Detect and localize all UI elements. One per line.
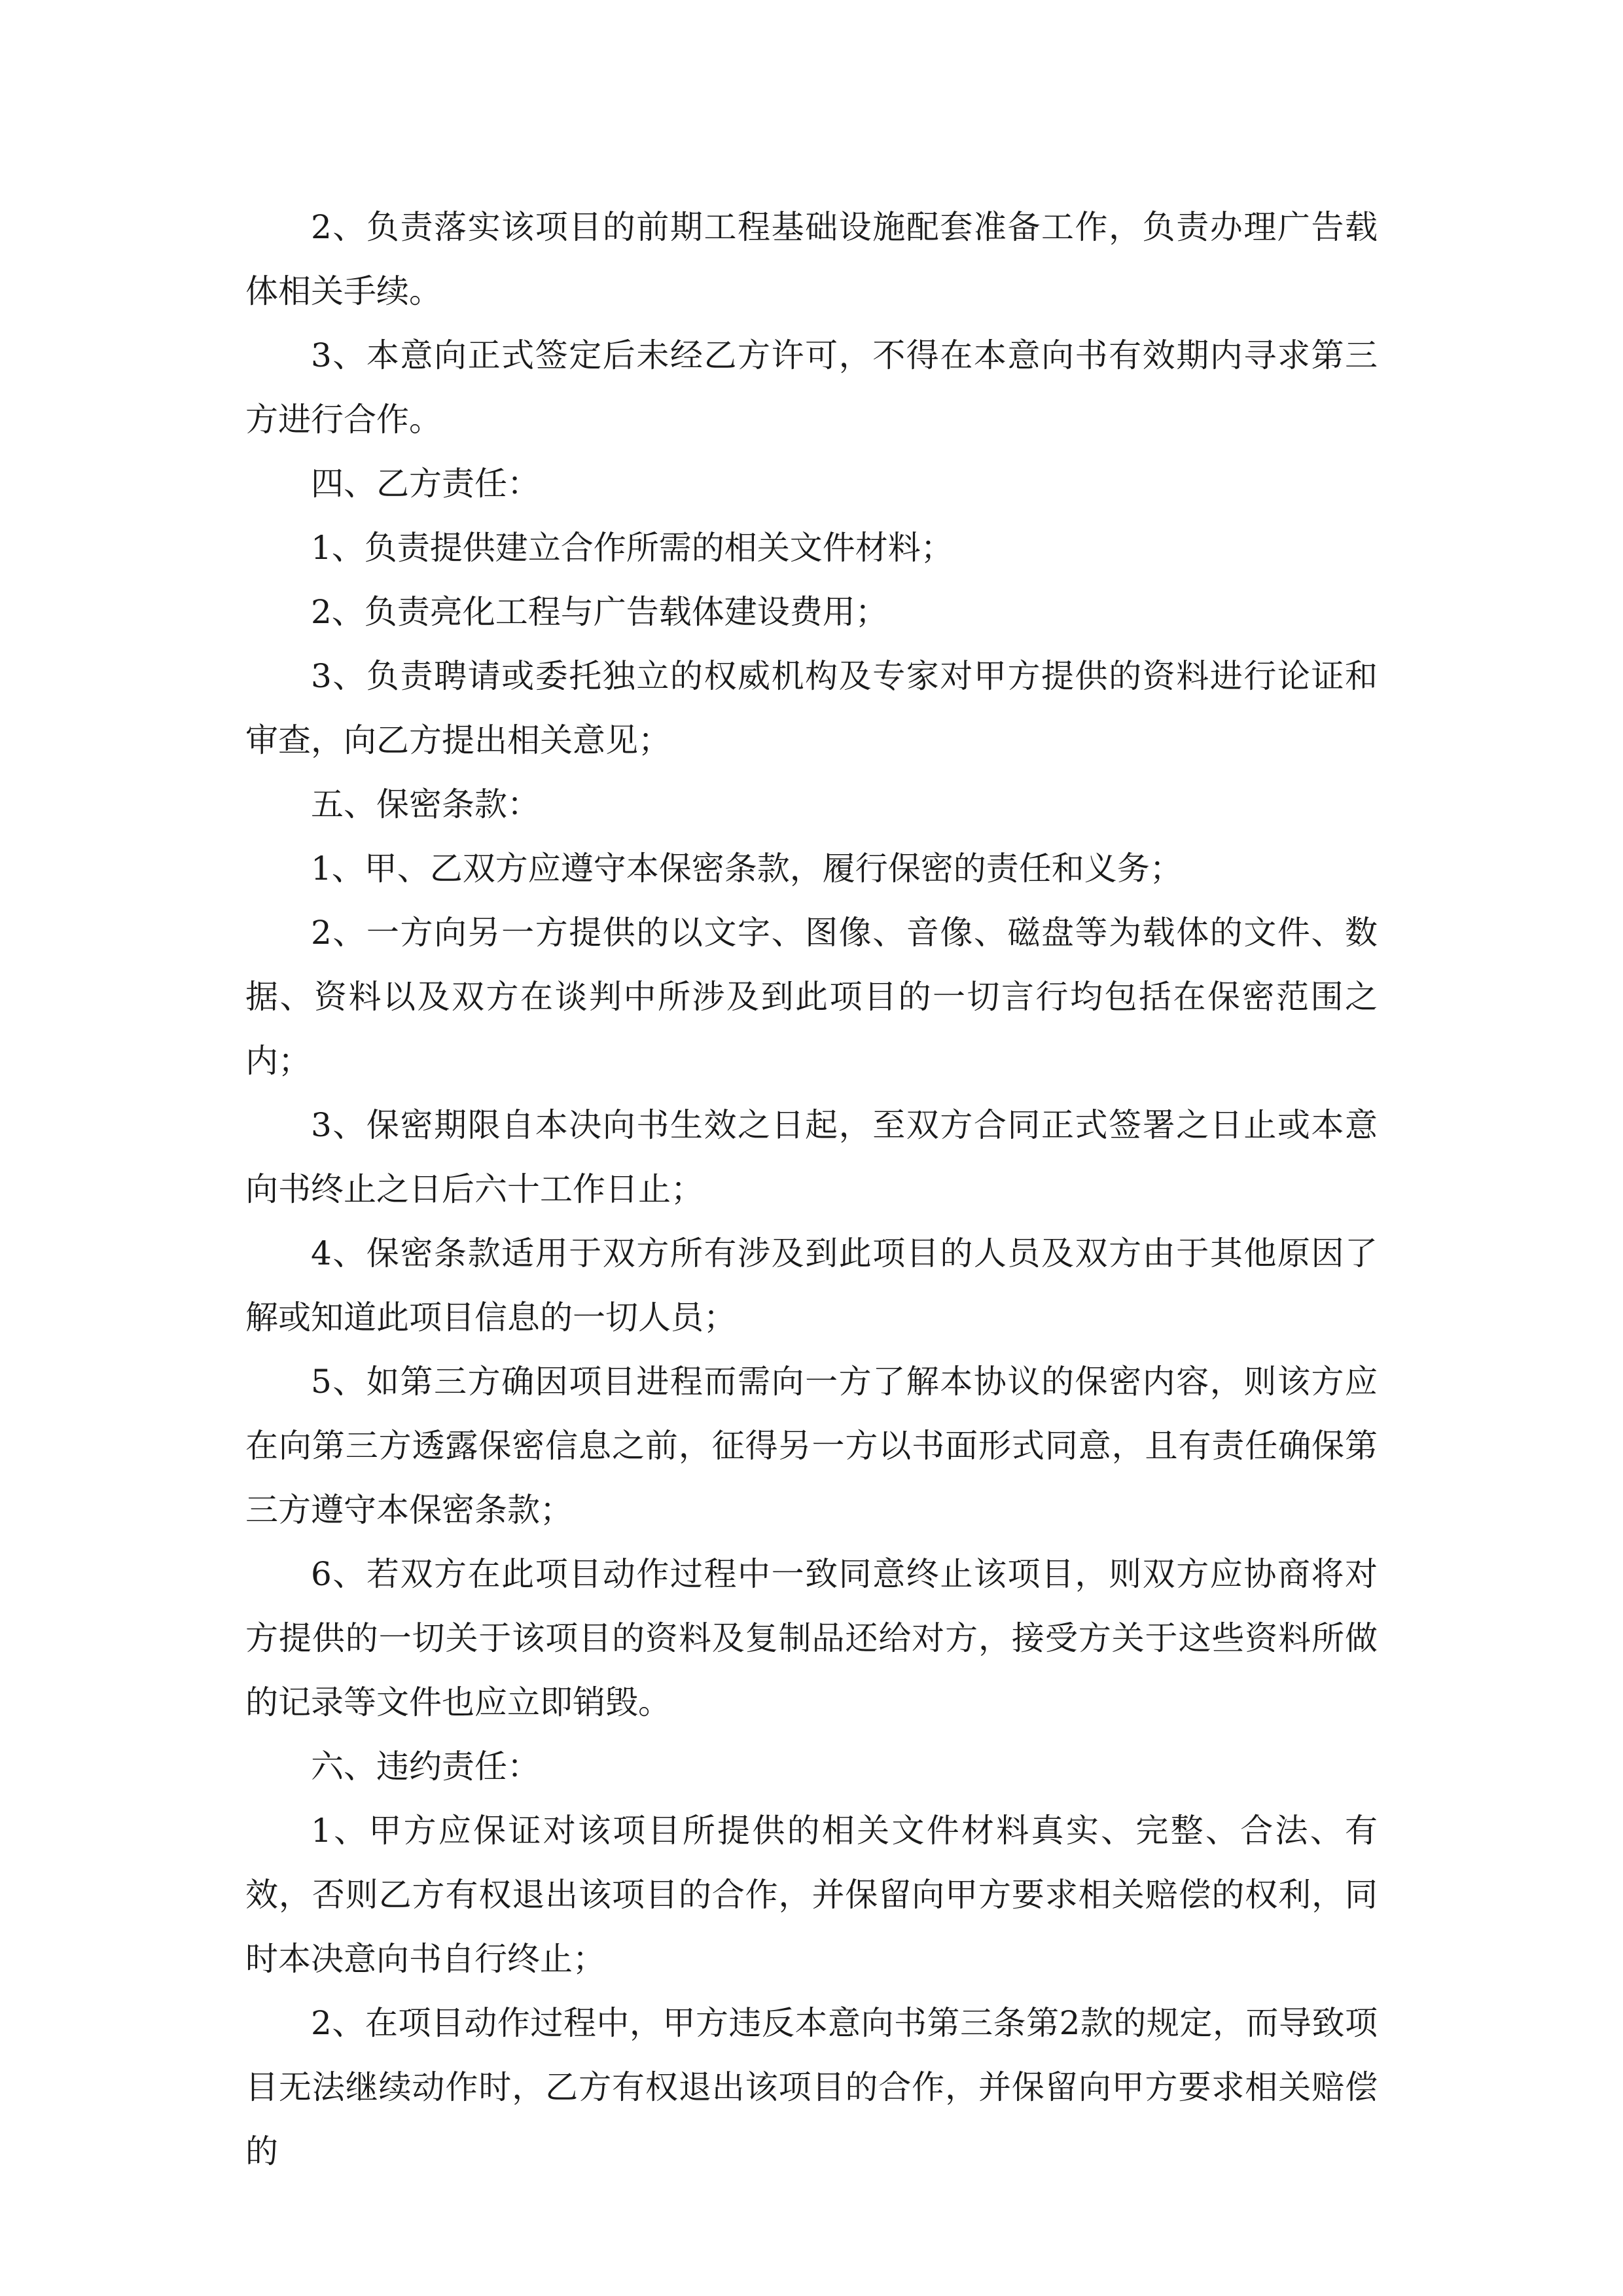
section-heading-party-b-duties: 四、乙方责任： [311,465,540,503]
paragraph-party-b-item-1: 1、负责提供建立合作所需的相关文件材料； [311,529,954,567]
paragraph-confidentiality-item-5: 5、如第三方确因项目进程而需向一方了解本协议的保密内容，则该方应在向第三方透露保密信息之前，征得另一方以书面形式同意，且有责任确保第三方遵守本保密条款； [245,1363,1378,1529]
paragraph-confidentiality-item-1: 1、甲、乙双方应遵守本保密条款，履行保密的责任和义务； [311,850,1183,888]
paragraph-breach-item-2: 2、在项目动作过程中，甲方违反本意向书第三条第2款的规定，而导致项目无法继续动作时，乙方有权退出该项目的合作，并保留向甲方要求相关赔偿的 [245,2004,1378,2170]
paragraph-confidentiality-item-6: 6、若双方在此项目动作过程中一致同意终止该项目，则双方应协商将对方提供的一切关于该项目的资料及复制品还给对方，接受方关于这些资料所做的记录等文件也应立即销毁。 [245,1555,1378,1721]
paragraph-item-2-duty: 2、负责落实该项目的前期工程基础设施配套准备工作，负责办理广告载体相关手续。 [245,208,1378,310]
document-body [245,195,1378,2183]
paragraph-confidentiality-item-3: 3、保密期限自本决向书生效之日起，至双方合同正式签署之日止或本意向书终止之日后六十工作日止； [245,1106,1378,1208]
paragraph-party-b-item-2: 2、负责亮化工程与广告载体建设费用； [311,593,888,631]
paragraph-party-b-item-3: 3、负责聘请或委托独立的权威机构及专家对甲方提供的资料进行论证和审查，向乙方提出相关意见； [245,657,1378,759]
section-heading-breach-liability: 六、违约责任： [311,1748,540,1785]
section-heading-confidentiality: 五、保密条款： [311,785,540,823]
paragraph-item-3-duty: 3、本意向正式签定后未经乙方许可，不得在本意向书有效期内寻求第三方进行合作。 [245,336,1378,439]
paragraph-confidentiality-item-4: 4、保密条款适用于双方所有涉及到此项目的人员及双方由于其他原因了解或知道此项目信息的一切人员； [245,1234,1378,1336]
paragraph-breach-item-1: 1、甲方应保证对该项目所提供的相关文件材料真实、完整、合法、有效，否则乙方有权退出该项目的合作，并保留向甲方要求相关赔偿的权利，同时本决意向书自行终止； [245,1812,1378,1978]
paragraph-confidentiality-item-2: 2、一方向另一方提供的以文字、图像、音像、磁盘等为载体的文件、数据、资料以及双方在谈判中所涉及到此项目的一切言行均包括在保密范围之内； [245,914,1378,1080]
